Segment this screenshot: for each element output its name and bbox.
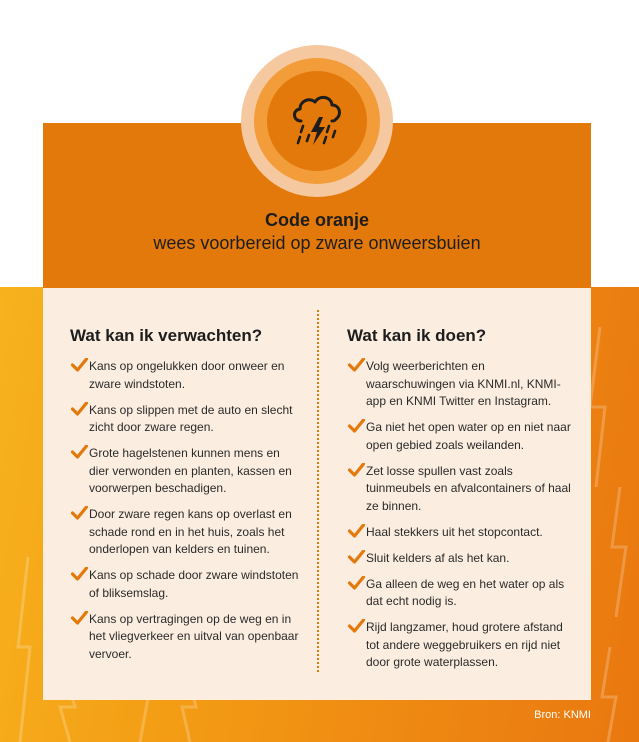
list-item: [70, 402, 302, 437]
source-credit: Bron: KNMI: [534, 709, 591, 721]
list-item: [70, 567, 302, 602]
checkmark-icon: [70, 445, 89, 459]
list-item: [347, 619, 577, 672]
list-item: [70, 506, 302, 559]
list-item-text: Zet losse spullen vast zoals tuinmeubels en afvalcontainers of haal ze binnen.: [366, 463, 571, 513]
checkmark-icon: [70, 358, 89, 372]
list-item-text: Kans op schade door zware windstoten of bliksemslag.: [89, 568, 299, 600]
checkmark-icon: [70, 506, 89, 520]
checkmark-icon: [70, 611, 89, 625]
checkmark-icon: [347, 358, 366, 372]
list-item: [70, 445, 302, 498]
list-item: [70, 611, 302, 664]
list-item: [347, 419, 577, 454]
list-item: [347, 358, 577, 411]
list-item-text: Sluit kelders af als het kan.: [366, 550, 510, 565]
column-divider: [317, 310, 319, 672]
actions-heading: Wat kan ik doen?: [347, 326, 487, 345]
list-item: [347, 463, 577, 516]
actions-column: [347, 326, 577, 680]
checkmark-icon: [347, 619, 366, 633]
list-item-text: Ga alleen de weg en het water op als dat echt nodig is.: [366, 576, 565, 608]
thunderstorm-cloud-icon: [289, 91, 345, 151]
list-item: [347, 524, 577, 542]
expectations-column: [70, 326, 302, 672]
list-item-text: Kans op vertragingen op de weg en in het vliegverkeer en uitval van openbaar vervoer.: [89, 611, 299, 661]
list-item-text: Door zware regen kans op overlast en schade rond en in het huis, zoals het onderlopen van kelders en tuinen.: [89, 507, 292, 556]
list-item-text: Ga niet het open water op en niet naar open gebied zoals weilanden.: [366, 420, 571, 452]
list-item: [347, 576, 577, 611]
list-item-text: Grote hagelstenen kunnen mens en dier verwonden en planten, kassen en voorwerpen beschadigen.: [89, 446, 292, 495]
weather-icon-badge: [241, 45, 393, 197]
list-item: [347, 550, 577, 568]
content-panel: [43, 288, 591, 700]
list-item: [70, 358, 302, 393]
page-title: Code oranje: [264, 210, 370, 230]
checkmark-icon: [347, 550, 366, 564]
list-item-text: Kans op ongelukken door onweer en zware windstoten.: [89, 359, 285, 391]
checkmark-icon: [70, 402, 89, 416]
list-item-text: Rijd langzamer, houd grotere afstand tot andere weggebruikers en rijd niet door grote waterplassen.: [366, 620, 563, 669]
page-subtitle: wees voorbereid op zware onweersbuien: [153, 233, 481, 253]
checkmark-icon: [347, 576, 366, 590]
checkmark-icon: [347, 524, 366, 538]
list-item-text: Volg weerberichten en waarschuwingen via KNMI.nl, KNMI-app en KNMI Twitter en Instagram.: [366, 359, 561, 408]
expectations-heading: Wat kan ik verwachten?: [70, 326, 263, 345]
checkmark-icon: [347, 419, 366, 433]
checkmark-icon: [70, 567, 89, 581]
list-item-text: Haal stekkers uit het stopcontact.: [366, 524, 543, 539]
list-item-text: Kans op slippen met de auto en slecht zicht door zware regen.: [89, 402, 293, 434]
checkmark-icon: [347, 463, 366, 477]
